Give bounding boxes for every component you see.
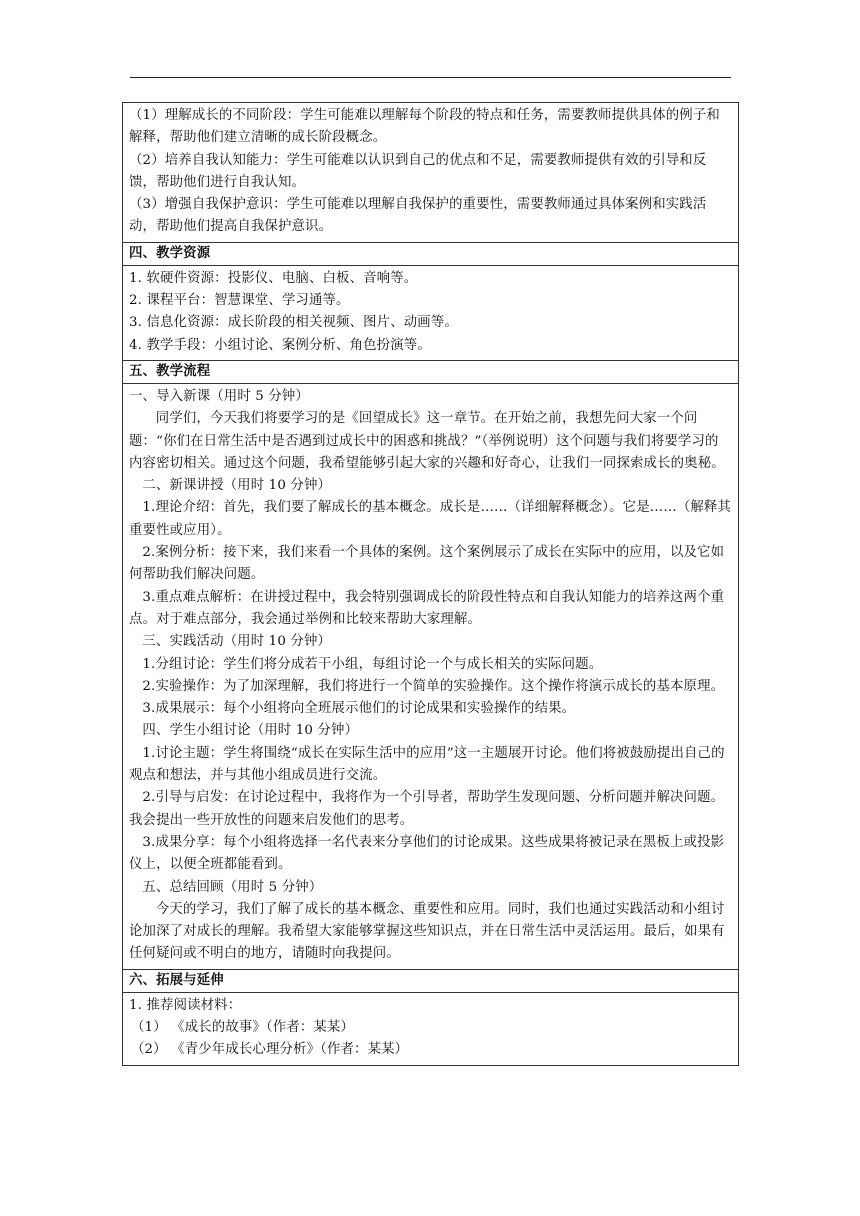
difficulty-item: （2）培养自我认知能力：学生可能难以认识到自己的优点和不足，需要教师提供有效的引导和反馈，帮助他们进行自我认知。 — [129, 152, 707, 190]
list-item: 1.理论介绍：首先，我们要了解成长的基本概念。成长是……（详细解释概念）。它是……（解释其重要性或应用）。 — [129, 500, 732, 538]
list-item: 3.成果展示：每个小组将向全班展示他们的讨论成果和实验操作的结果。 — [142, 701, 576, 717]
list-item: 2.案例分析：接下来，我们来看一个具体的案例。这个案例展示了成长在实际中的应用，以及它如何帮助我们解决问题。 — [129, 545, 725, 583]
list-item: 1.讨论主题：学生将围绕“成长在实际生活中的应用”这一主题展开讨论。他们将被鼓励提出自己的观点和想法，并与其他小组成员进行交流。 — [129, 745, 725, 784]
step-title: 四、学生小组讨论（用时 10 分钟） — [142, 723, 359, 739]
list-item: 4. 教学手段：小组讨论、案例分析、角色扮演等。 — [129, 337, 431, 353]
list-item: 1. 软硬件资源：投影仪、电脑、白板、音响等。 — [129, 270, 418, 286]
list-item: 2.引导与启发：在讨论过程中，我将作为一个引导者，帮助学生发现问题、分析问题并解决问题。我会提出一些开放性的问题来启发他们的思考。 — [129, 790, 725, 828]
reading-item: （1） 《成长的故事》（作者：某某） — [131, 1019, 355, 1035]
list-item: 3.重点难点解析：在讲授过程中，我会特别强调成长的阶段性特点和自我认知能力的培养这两个重点。对于难点部分，我会通过举例和比较来帮助大家理解。 — [129, 589, 725, 627]
step-body: 今天的学习，我们了解了成长的基本概念、重要性和应用。同时，我们也通过实践活动和小组讨论加深了对成长的理解。我希望大家能够掌握这些知识点，并在日常生活中灵活运用。最后，如果有任何疑问或不明白的地方，请随时向我提问。 — [129, 901, 725, 962]
extension-cell — [123, 992, 739, 1065]
list-item: 2. 课程平台：智慧课堂、学习通等。 — [129, 293, 350, 309]
table-row — [123, 242, 739, 265]
list-item: 1.分组讨论：学生们将分成若干小组，每组讨论一个与成长相关的实际问题。 — [142, 656, 603, 672]
lesson-plan-table — [122, 102, 739, 1066]
step-title: 一、导入新课（用时 5 分钟） — [129, 388, 309, 404]
table-row — [123, 103, 739, 243]
table-row — [123, 992, 739, 1065]
difficulties-cell — [123, 103, 739, 243]
reading-item: （2） 《青少年成长心理分析》（作者：某某） — [131, 1042, 409, 1058]
list-item: 3.成果分享：每个小组将选择一名代表来分享他们的讨论成果。这些成果将被记录在黑板上或投影仪上，以便全班都能看到。 — [129, 834, 725, 873]
resources-cell — [123, 265, 739, 360]
list-item: 1. 推荐阅读材料： — [129, 997, 242, 1013]
section-heading: 六、拓展与延伸 — [123, 969, 739, 992]
list-item: 2.实验操作：为了加深理解，我们将进行一个简单的实验操作。这个操作将演示成长的基本原理。 — [142, 678, 725, 694]
section-heading: 四、教学资源 — [123, 242, 739, 265]
table-row — [123, 360, 739, 383]
step-title: 二、新课讲授（用时 10 分钟） — [142, 478, 332, 494]
difficulty-item: （1）理解成长的不同阶段：学生可能难以理解每个阶段的特点和任务，需要教师提供具体的例子和解释，帮助他们建立清晰的成长阶段概念。 — [129, 108, 720, 146]
step-title: 三、实践活动（用时 10 分钟） — [142, 634, 332, 650]
step-title: 五、总结回顾（用时 5 分钟） — [142, 879, 323, 895]
difficulty-item: （3）增强自我保护意识：学生可能难以理解自我保护的重要性，需要教师通过具体案例和实践活动，帮助他们提高自我保护意识。 — [129, 197, 707, 235]
table-row — [123, 969, 739, 992]
table-row — [123, 265, 739, 360]
table-row — [123, 383, 739, 969]
step-body: 同学们，今天我们将要学习的是《回望成长》这一章节。在开始之前，我想先问大家一个问题：“你们在日常生活中是否遇到过成长中的困惑和挑战？”（举例说明）这个问题与我们将要学习的内容密切相关。通过这个问题，我希望能够引起大家的兴趣和好奇心，让我们一同探索成长的奥秘。 — [129, 411, 725, 471]
list-item: 3. 信息化资源：成长阶段的相关视频、图片、动画等。 — [129, 315, 458, 331]
process-cell — [123, 383, 739, 969]
section-heading: 五、教学流程 — [123, 360, 739, 383]
page-header-rule — [130, 77, 731, 78]
